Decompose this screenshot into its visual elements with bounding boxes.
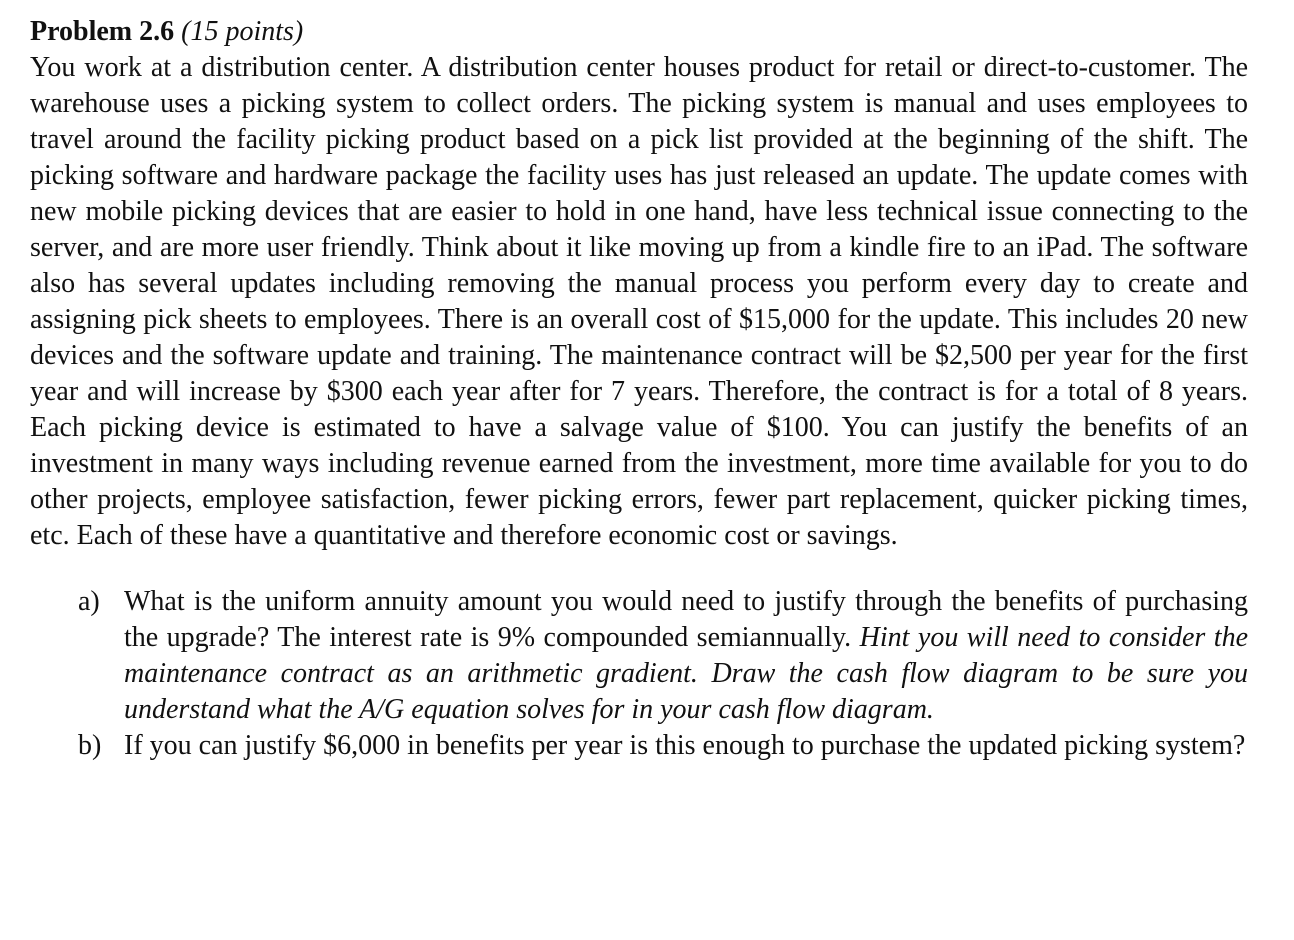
question-part-b (30, 728, 1248, 764)
part-a-text: What is the uniform annuity amount you would need to justify through the benefits of purchasing the upgrade? The interest rate is 9% compounded semiannually. (124, 586, 1248, 653)
part-b-label: b) (78, 730, 102, 761)
question-part-a (30, 584, 1248, 728)
part-a-hint: Hint you will need to consider the maintenance contract as an arithmetic gradient. Draw the cash flow diagram to be sure you understand what the A/G equation solves for in your cash flow diagram. (124, 622, 1248, 725)
problem-points: (15 points) (181, 16, 304, 47)
problem-heading (30, 14, 1248, 50)
part-a-label: a) (78, 586, 100, 617)
problem-statement: You work at a distribution center. A distribution center houses product for retail or direct-to-customer. The warehouse uses a picking system to collect orders. The picking system is manual and uses employees to travel around the facility picking product based on a pick list provided at the beginning of the shift. The picking software and hardware package the facility uses has just released an update. The update comes with new mobile picking devices that are easier to hold in one hand, have less technical issue connecting to the server, and are more user friendly. Think about it like moving up from a kindle fire to an iPad. The software also has several updates including removing the manual process you perform every day to create and assigning pick sheets to employees. There is an overall cost of $15,000 for the update. This includes 20 new devices and the software update and training. The maintenance contract will be $2,500 per year for the first year and will increase by $300 each year after for 7 years. Therefore, the contract is for a total of 8 years. Each picking device is estimated to have a salvage value of $100. You can justify the benefits of an investment in many ways including revenue earned from the investment, more time available for you to do other projects, employee satisfaction, fewer picking errors, fewer part replacement, quicker picking times, etc. Each of these have a quantitative and therefore economic cost or savings. (30, 52, 1248, 551)
question-list (30, 584, 1248, 764)
problem-number: Problem 2.6 (30, 16, 175, 47)
part-b-text: If you can justify $6,000 in benefits per year is this enough to purchase the updated picking system? (124, 730, 1246, 761)
